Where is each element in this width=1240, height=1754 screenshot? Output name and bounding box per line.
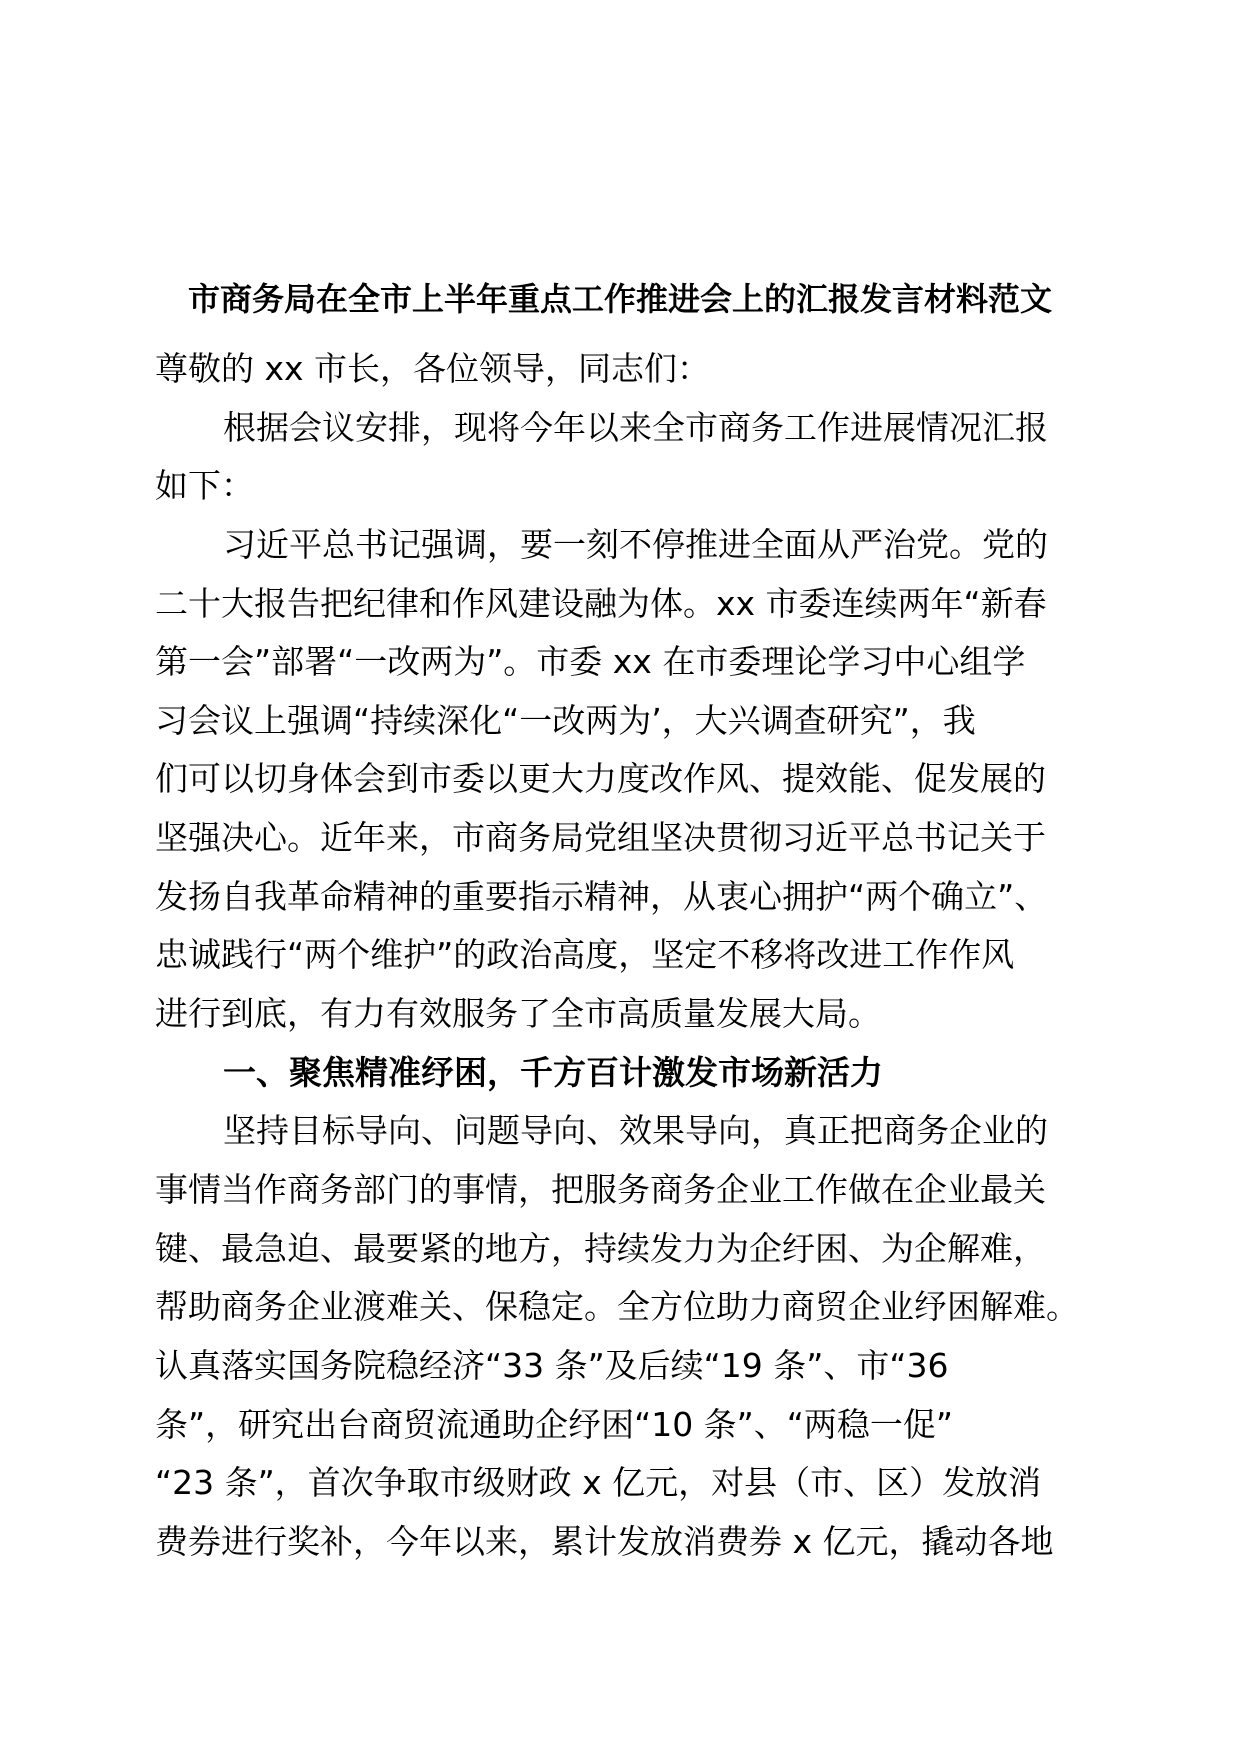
section-heading: 一、聚焦精准纾困，千方百计激发市场新活力	[223, 1052, 883, 1092]
paragraph-line: 键、最急迫、最要紧的地方，持续发力为企纡困、为企解难，	[155, 1228, 1046, 1268]
paragraph-line: 第一会”部署“一改两为”。市委 xx 在市委理论学习中心组学	[155, 642, 1026, 682]
paragraph-line: 们可以切身体会到市委以更大力度改作风、提效能、促发展的	[155, 759, 1046, 799]
paragraph-line: 习会议上强调“持续深化“一改两为’，大兴调查研究”，我	[155, 700, 976, 740]
paragraph-line: 如下：	[155, 466, 254, 506]
paragraph-section-1	[155, 1102, 1095, 1571]
paragraph-line: 发扬自我革命精神的重要指示精神，从衷心拥护“两个确立”、	[155, 876, 1048, 916]
paragraph-line: 事情当作商务部门的事情，把服务商务企业工作做在企业最关	[155, 1169, 1046, 1209]
paragraph-background	[155, 516, 1095, 1044]
paragraph-line: 条”，研究出台商贸流通助企纾困“10 条”、“两稳一促”	[155, 1404, 953, 1444]
document-body	[155, 340, 1095, 1571]
paragraph-line: 费券进行奖补，今年以来，累计发放消费券 x 亿元，撬动各地	[155, 1521, 1054, 1561]
paragraph-line: 二十大报告把纪律和作风建设融为体。xx 市委连续两年“新春	[155, 583, 1047, 623]
document-title: 市商务局在全市上半年重点工作推进会上的汇报发言材料范文	[187, 280, 1052, 318]
salutation: 尊敬的 xx 市长，各位领导，同志们：	[155, 349, 711, 388]
paragraph-line: 坚持目标导向、问题导向、效果导向，真正把商务企业的	[223, 1111, 1048, 1151]
paragraph-line: 坚强决心。近年来，市商务局党组坚决贯彻习近平总书记关于	[155, 818, 1046, 858]
paragraph-line: 认真落实国务院稳经济“33 条”及后续“19 条”、市“36	[155, 1345, 949, 1385]
paragraph-line: “23 条”，首次争取市级财政 x 亿元，对县（市、区）发放消	[155, 1463, 1042, 1503]
paragraph-line: 进行到底，有力有效服务了全市高质量发展大局。	[155, 994, 881, 1034]
paragraph-line: 根据会议安排，现将今年以来全市商务工作进展情况汇报	[223, 407, 1048, 447]
paragraph-line: 习近平总书记强调，要一刻不停推进全面从严治党。党的	[223, 524, 1048, 564]
paragraph-line: 忠诚践行“两个维护”的政治高度，坚定不移将改进工作作风	[155, 935, 1015, 975]
paragraph-intro	[155, 399, 1095, 516]
paragraph-line: 帮助商务企业渡难关、保稳定。全方位助力商贸企业纾困解难。	[155, 1287, 1079, 1327]
